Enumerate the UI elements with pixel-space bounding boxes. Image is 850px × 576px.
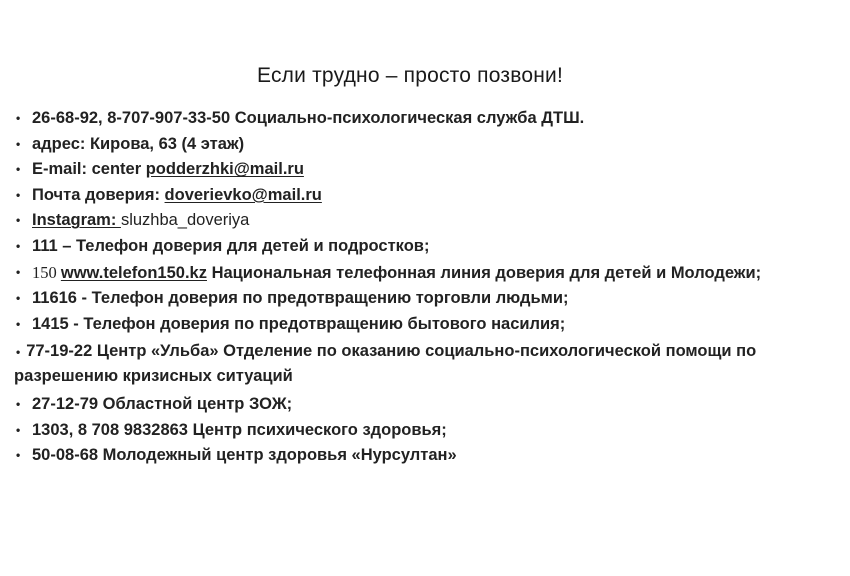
instagram-label[interactable]: Instagram:	[32, 211, 121, 230]
list-item	[14, 339, 826, 389]
bullet-icon: •	[16, 162, 21, 177]
item-text: 50-08-68 Молодежный центр здоровья «Нурсултан»	[32, 446, 457, 465]
list-item	[14, 420, 826, 441]
list-item	[14, 236, 826, 257]
item-text: 27-12-79 Областной центр ЗОЖ;	[32, 394, 293, 413]
bullet-icon: •	[16, 213, 21, 228]
bullet-icon: •	[16, 316, 21, 331]
item-text-block	[14, 339, 826, 389]
bullet-icon: •	[16, 422, 21, 437]
item-text: E-mail: center	[32, 160, 146, 179]
instagram-handle: sluzhba_doveriya	[120, 211, 250, 230]
item-text: 26-68-92, 8-707-907-33-50 Социально-психологическая служба ДТШ.	[32, 109, 585, 127]
bullet-icon: •	[16, 291, 21, 306]
email-link[interactable]: podderzhki@mail.ru	[145, 160, 304, 179]
item-text: 150	[32, 262, 61, 282]
item-text: 11616 - Телефон доверия по предотвращению торговли людьми;	[32, 289, 569, 308]
item-text: адрес: Кирова, 63 (4 этаж)	[32, 134, 245, 153]
list-item	[14, 185, 826, 206]
list-item	[14, 314, 826, 335]
bullet-icon: •	[16, 136, 21, 151]
item-text: 1415 - Телефон доверия по предотвращению бытового насилия;	[32, 314, 566, 333]
item-text: 77-19-22 Центр «Ульба» Отделение по оказанию социально-психологической помощи по разрешению кризисных ситуаций	[14, 342, 757, 386]
item-text: Почта доверия:	[32, 185, 165, 204]
bullet-icon: •	[16, 448, 21, 463]
bullet-icon: •	[16, 396, 21, 411]
item-text: 1303, 8 708 9832863 Центр психического здоровья;	[32, 420, 447, 439]
list-item	[14, 288, 826, 309]
bullet-icon: •	[16, 238, 21, 253]
bullet-icon: •	[16, 111, 21, 125]
website-link[interactable]: www.telefon150.kz	[60, 263, 207, 282]
list-item	[14, 159, 826, 180]
contact-list	[14, 108, 826, 471]
page-title: Если трудно – просто позвони!	[257, 64, 563, 87]
bullet-icon: •	[16, 345, 21, 360]
list-item	[14, 262, 826, 284]
list-item	[14, 210, 826, 231]
list-item	[14, 445, 826, 466]
list-item	[14, 394, 826, 415]
item-text: Национальная телефонная линия доверия для детей и Молодежи;	[206, 263, 762, 282]
item-text: 111 – Телефон доверия для детей и подростков;	[32, 236, 430, 255]
email-link[interactable]: doverievko@mail.ru	[164, 185, 322, 204]
bullet-icon: •	[16, 264, 21, 279]
bullet-icon: •	[16, 187, 21, 202]
list-item	[14, 108, 826, 129]
list-item	[14, 134, 826, 155]
